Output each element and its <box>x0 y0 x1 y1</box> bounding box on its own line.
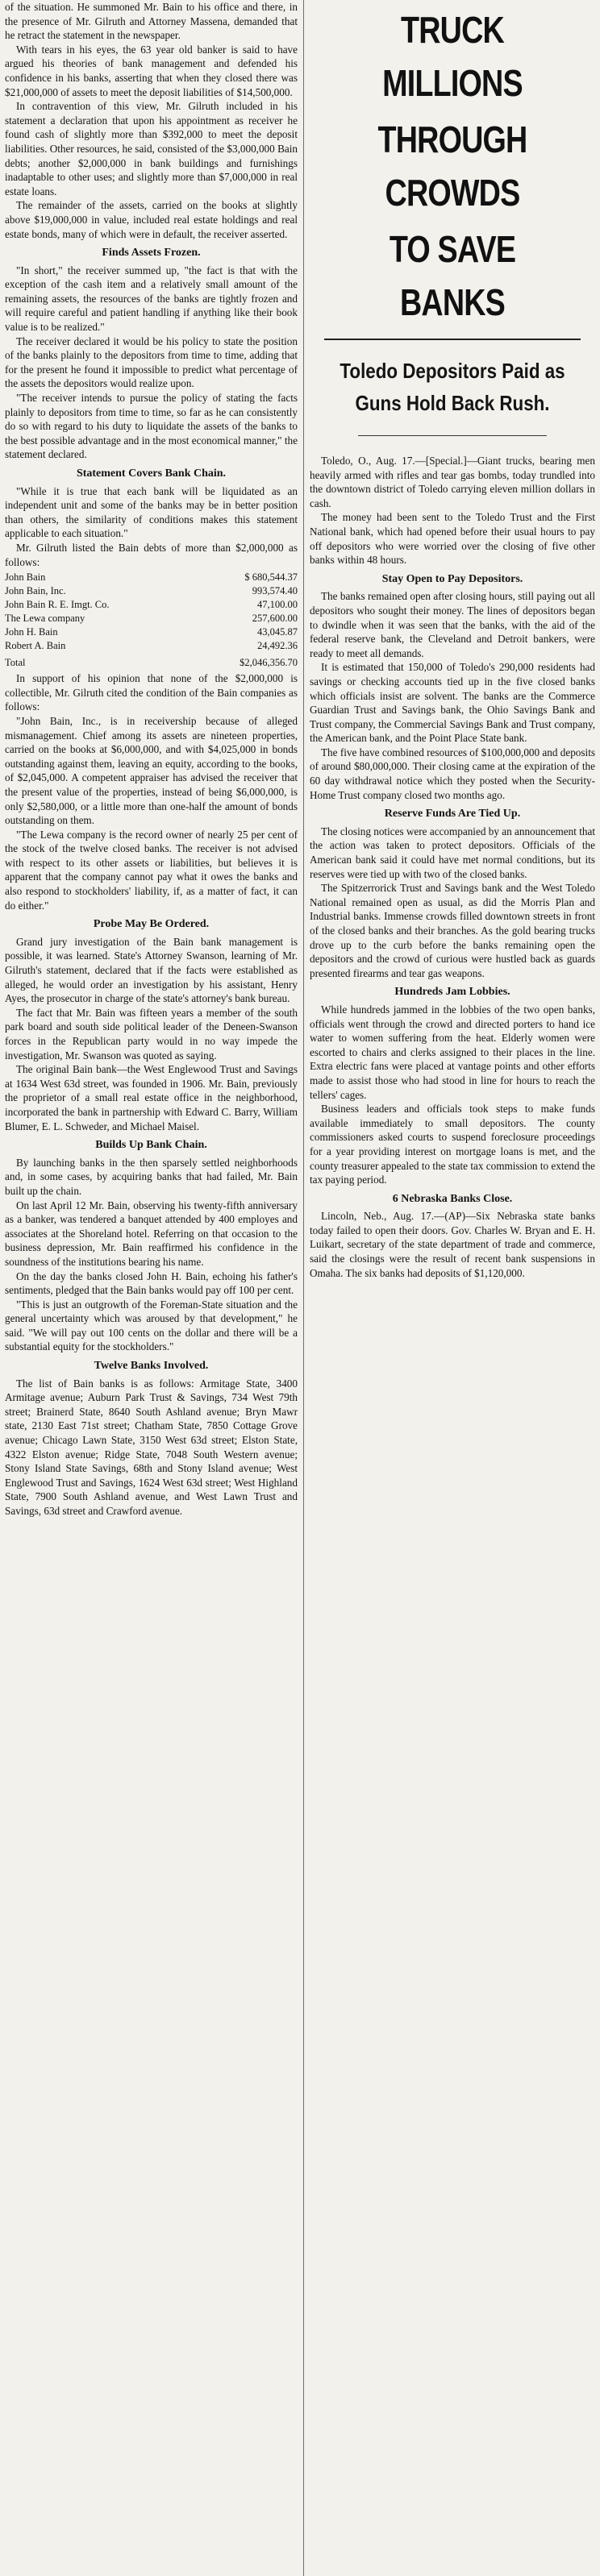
debtor-name: John Bain <box>5 571 46 584</box>
paragraph: On last April 12 Mr. Bain, observing his twenty-fifth anniversary as a banker, was tendered a banquet attended by 400 employes and associates at the Shoreland hotel. Referring on that occasion to the business depression, Mr. Bain reaffirmed his confidence in the soundness of the institutions bearing his name. <box>5 1199 298 1268</box>
paragraph: The receiver declared it would be his policy to state the position of the banks plainly to the depositors from time to time, adding that for the present he found it impossible to predict what percentage of the assets the depositors would realize upon. <box>5 334 298 390</box>
paragraph: of the situation. He summoned Mr. Bain to his office and there, in the presence of Mr. Gilruth and Attorney Massena, demanded that he retract the statement in the newspaper. <box>5 1 298 42</box>
paragraph: The fact that Mr. Bain was fifteen years a member of the south park board and south side political leader of the Deneen-Swanson forces in the Republican party would in no way impede the investigation, Mr. Swanson was quoted as saying. <box>5 1006 298 1062</box>
paragraph: "While it is true that each bank will be liquidated as an independent unit and some of the banks may be in better position than others, the similarity of conditions makes this statement applicable to each situation." <box>5 484 298 540</box>
table-row <box>5 584 298 598</box>
paragraph: The remainder of the assets, carried on the books at slightly above $19,000,000 in value, included real estate holdings and real estate bonds, many of which were in default, the receiver asserted. <box>5 199 298 240</box>
divider <box>358 435 547 436</box>
subheadline <box>330 355 575 419</box>
debt-amount: $ 680,544.37 <box>244 571 298 584</box>
table-row <box>5 639 298 653</box>
subheading: Twelve Banks Involved. <box>94 1360 209 1373</box>
paragraph: The Spitzerrorick Trust and Savings bank and the West Toledo National remained open as usual, as did the Morris Plan and Industrial banks. Immense crowds filled downtown streets in front of the closed banks and their branches. As the gold bearing trucks drove up to the curb before the banks remaining open the depositors and the crowd of curious were hustled back as guards presented firearms and tear gas weapons. <box>310 882 595 979</box>
paragraph: "The Lewa company is the record owner of nearly 25 per cent of the stock of the twelve closed banks. The receiver is not advised with respect to its other assets or liabilities, but believes it is apparent that the company cannot pay what it owes the banks and also respond to stockholders' liability, if, as a matter of fact, it can do either." <box>5 828 298 912</box>
headline-line: TO SAVE BANKS <box>389 228 516 323</box>
debt-amount: 43,045.87 <box>257 626 298 638</box>
subheading: Hundreds Jam Lobbies. <box>394 986 510 999</box>
total-row <box>5 653 298 670</box>
total-label: Total <box>5 657 26 669</box>
debt-amount: 24,492.36 <box>257 640 298 652</box>
subheading: Finds Assets Frozen. <box>102 247 201 260</box>
paragraph: The list of Bain banks is as follows: Armitage State, 3400 Armitage avenue; Auburn Park Trust & Savings, 734 West 79th street; Brainerd State, 8640 South Ashland avenue; Bryn Mawr state, 2130 East 71st street; Chatham State, 7850 Cottage Grove avenue; Chicago Lawn State, 3150 West 63d street; Elston State, 4322 Elston avenue; Ridge State, 7048 South Western avenue; Stony Island State Savings, 68th and Stony Island avenue; West Englewood Trust and Savings, 1624 West 63d street; West Highland State, 7900 South Ashland avenue, and West Lawn Trust and Savings, 63d street and Crawford avenue. <box>5 1377 298 1517</box>
debtor-name: John Bain, Inc. <box>5 585 66 597</box>
debt-amount: 257,600.00 <box>252 613 298 625</box>
right-column <box>310 0 595 2576</box>
table-row <box>5 571 298 584</box>
headline-line: TRUCK MILLIONS <box>382 9 523 104</box>
subheading: Reserve Funds Are Tied Up. <box>384 808 521 821</box>
headline-line: THROUGH CROWDS <box>377 118 527 214</box>
paragraph: The five have combined resources of $100,000,000 and deposits of around $80,000,000. Their closing came at the expiration of the 60 day withdrawal notice which they posted when the Security-Home Trust company closed two months ago. <box>310 746 595 801</box>
paragraph: In contravention of this view, Mr. Gilruth included in his statement a declaration that upon his appointment as receiver he found cash of slightly more than $392,000 to meet the deposit liabilities. Other resources, he said, consisted of the $3,000,000 Bain debts; another $2,000,000 in bank buildings and furnishings inadaptable to other uses; and slightly more than $7,000,000 in real estate loans. <box>5 100 298 197</box>
table-row <box>5 612 298 625</box>
table-row <box>5 625 298 639</box>
subheading: 6 Nebraska Banks Close. <box>392 1192 513 1205</box>
column-rule <box>303 0 304 2576</box>
paragraph: "John Bain, Inc., is in receivership because of alleged mismanagement. Chief among its assets are nineteen properties, carried on the books at $6,000,000, and with $4,025,000 in bonds outstanding against them, leaving an equity, according to the books, of $2,045,000. A competent appraiser has advised the receiver that the present value of the properties, instead of being $6,000,000, is only $2,580,000, or a little more than one-half the amount of bonds outstanding on them. <box>5 714 298 827</box>
debtor-name: The Lewa company <box>5 613 85 625</box>
divider <box>324 339 581 340</box>
subheading: Statement Covers Bank Chain. <box>76 467 227 480</box>
subheading: Stay Open to Pay Depositors. <box>381 572 523 585</box>
paragraph: With tears in his eyes, the 63 year old banker is said to have argued his theories of bank management and defended his confidence in his banks, asserting that when they closed there was $21,000,000 of assets to meet the deposit liabilities of $14,500,000. <box>5 43 298 98</box>
subheadline-line: Toledo Depositors Paid as <box>340 359 565 383</box>
bain-debts-table <box>5 571 298 670</box>
debtor-name: Robert A. Bain <box>5 640 66 652</box>
debtor-name: John Bain R. E. Imgt. Co. <box>5 599 110 611</box>
paragraph: Lincoln, Neb., Aug. 17.—(AP)—Six Nebraska state banks today failed to open their doors. Gov. Charles W. Bryan and E. H. Luikart, secretary of the state department of trade and commerce, said the closings were the result of recent bank suspensions in Omaha. The six banks had deposits of $1,120,000. <box>310 1210 595 1279</box>
paragraph: "This is just an outgrowth of the Foreman-State situation and the general uncertainty which was aroused by that development," he said. "We will pay out 100 cents on the dollar and there will be a substantial equity for the stockholders." <box>5 1298 298 1353</box>
left-column <box>5 0 298 2576</box>
subheading: Probe May Be Ordered. <box>93 918 210 931</box>
paragraph: The closing notices were accompanied by an announcement that the action was taken to protect depositors. Officials of the American bank said it could have met normal conditions, but its reserves were tied up with two of the closed banks. <box>310 825 595 880</box>
paragraph: While hundreds jammed in the lobbies of the two open banks, officials went through the crowd and directed porters to hand ice water to women suffering from the heat. Elderly women were escorted to chairs and clerks assigned to their places in the line. Extra electric fans were placed at vantage points and other efforts made to assist those who had stood in line for hours to reach the tellers' cages. <box>310 1003 595 1101</box>
table-row <box>5 598 298 612</box>
paragraph: On the day the banks closed John H. Bain, echoing his father's sentiments, pledged that the Bain banks would pay off 100 per cent. <box>5 1269 298 1297</box>
paragraph: Mr. Gilruth listed the Bain debts of more than $2,000,000 as follows: <box>5 541 298 568</box>
paragraph: Grand jury investigation of the Bain bank management is possible, it was learned. State's Attorney Swanson, learning of Mr. Gilruth's statement, declared that if the facts were established as alleged, he would order an investigation by his assistant, Henry Ayes, the prosecutor in charge of the state's attorney's bank bureau. <box>5 935 298 1005</box>
debt-amount: 47,100.00 <box>257 599 298 611</box>
paragraph: In support of his opinion that none of the $2,000,000 is collectible, Mr. Gilruth cited the condition of the Bain companies as follows: <box>5 672 298 713</box>
paragraph: The money had been sent to the Toledo Trust and the First National bank, which had opened before their usual hours to pay off depositors who were worried over the closing of five other banks within 48 hours. <box>310 511 595 567</box>
subheadline-line: Guns Hold Back Rush. <box>355 391 550 415</box>
debtor-name: John H. Bain <box>5 626 58 638</box>
paragraph: It is estimated that 150,000 of Toledo's 290,000 residents had savings or checking accounts tied up in the five closed banks which officials insist are solvent. The banks are the Commerce Guardian Trust and Savings bank, the Ohio Savings Bank and Trust company, the Commercial Savings Bank and Trust company, the American bank, and the Point Place State bank. <box>310 661 595 745</box>
paragraph: The original Bain bank—the West Englewood Trust and Savings at 1634 West 63d street, was founded in 1906. Mr. Bain, previously the proprietor of a small real estate office in the neighborhood, incorporated the bank in partnership with Edward C. Barry, William Blumer, E. L. Schweder, and Michael Maisel. <box>5 1063 298 1132</box>
paragraph: Business leaders and officials took steps to make funds available immediately to small depositors. The county commissioners asked courts to suspend foreclosure proceedings for a year providing interest on mortgage loans is met, and the county treasurer appealed to the state tax commission to extend the tax paying period. <box>310 1103 595 1186</box>
subheading: Builds Up Bank Chain. <box>95 1139 207 1152</box>
paragraph: "The receiver intends to pursue the policy of stating the facts plainly to depositors from time to time, so far as he can consistently do so with regard to his duty to liquidate the assets of the banks to the best possible advantage and in the most economical manner," the statement declared. <box>5 392 298 461</box>
paragraph: The banks remained open after closing hours, still paying out all depositors who sought their money. The lines of depositors began to dwindle when it was seen that the banks, with the aid of the federal reserve bank, the Cleveland and Detroit bankers, were ready to meet all demands. <box>310 590 595 659</box>
paragraph: "In short," the receiver summed up, "the fact is that with the exception of the cash item and a relatively small amount of the remaining assets, the resources of the banks are tightly frozen and will require careful and patient handling if anything like their book value is to be realized." <box>5 264 298 334</box>
paragraph: By launching banks in the then sparsely settled neighborhoods and, in some cases, by acquiring banks that had failed, Mr. Bain built up the chain. <box>5 1156 298 1197</box>
debt-amount: 993,574.40 <box>252 585 298 597</box>
total-amount: $2,046,356.70 <box>240 657 298 669</box>
paragraph: Toledo, O., Aug. 17.—[Special.]—Giant trucks, bearing men heavily armed with rifles and tear gas bombs, today trundled into the downtown district of Toledo carrying eleven million dollars in cash. <box>310 455 595 509</box>
